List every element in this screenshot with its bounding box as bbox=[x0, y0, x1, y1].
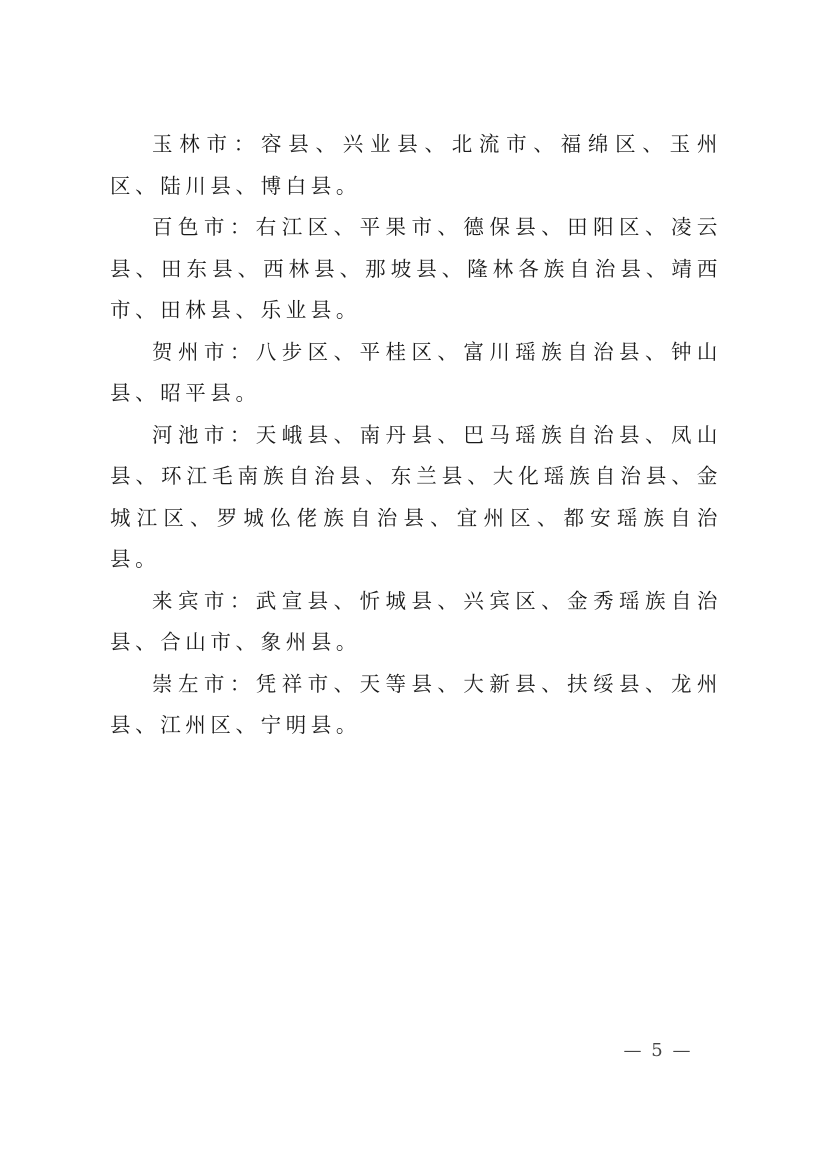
paragraph-hezhou: 贺州市：八步区、平桂区、富川瑶族自治县、钟山县、昭平县。 bbox=[110, 339, 722, 405]
paragraph-yulin: 玉林市：容县、兴业县、北流市、福绵区、玉州区、陆川县、博白县。 bbox=[110, 132, 722, 198]
paragraph-hechi: 河池市：天峨县、南丹县、巴马瑶族自治县、凤山县、环江毛南族自治县、东兰县、大化瑶族自治县、金城江区、罗城仫佬族自治县、宜州区、都安瑶族自治县。 bbox=[110, 422, 722, 571]
document-body bbox=[110, 124, 722, 747]
page-number: — 5 — bbox=[623, 1040, 693, 1061]
paragraph-baise: 百色市：右江区、平果市、德保县、田阳区、凌云县、田东县、西林县、那坡县、隆林各族自治县、靖西市、田林县、乐业县。 bbox=[110, 215, 722, 322]
paragraph-laibin: 来宾市：武宣县、忻城县、兴宾区、金秀瑶族自治县、合山市、象州县。 bbox=[110, 588, 722, 654]
paragraph-chongzuo: 崇左市：凭祥市、天等县、大新县、扶绥县、龙州县、江州区、宁明县。 bbox=[110, 671, 722, 737]
